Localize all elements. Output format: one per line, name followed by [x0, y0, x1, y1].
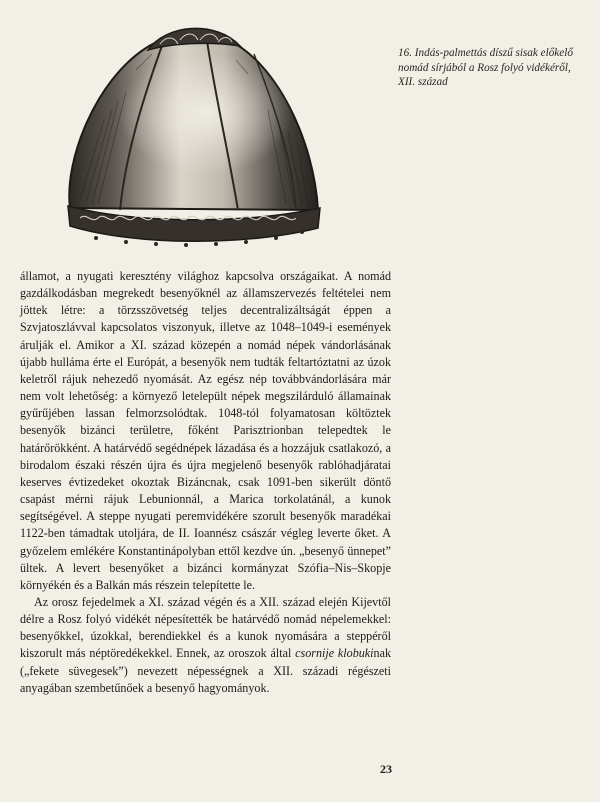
body-text — [20, 268, 391, 697]
paragraph: államot, a nyugati keresztény világhoz kapcsolva országaikat. A nomád gazdálkodásban megrekedt besenyőknél az államszervezés feltételei nem jöttek létre: a törzsszövetség teljes decentralizáltságát éppen a Szvjatoszlávval kapcsolatos viszonyuk, illetve az 1048–1049-i események árulják el. Amikor a XI. század közepén a nomád népek vándorlásának újabb hulláma érte el Európát, a besenyők nem tudták feltartóztatni az úzok keletről rájuk nehezedő nyomását. Az egész nép továbbvándorlására már nem volt lehetőség: a környező letelepült népek megszilárduló államainak gyűrűjében lassan felmorzsolódtak. 1048-tól folyamatosan költöztek besenyők bizánci területre, főként Parisztrionban telepedtek le határőrökként. A határvédő segédnépek lázadása és a hozzájuk csatlakozó, a birodalom északi részén újra és újra megjelenő besenyők rablóhadjáratai keserves évtizedeket okoztak Bizáncnak, csak 1091-ben sikerült döntő csapást mérni rájuk Lebunionnál, a Marica torkolatánál, a kunok segítségével. A steppe nyugati peremvidékére szorult besenyők maradékai 1122-ben támadtak utoljára, de II. Ioannész császár végleg leverte őket. A győzelem emlékére Konstantinápolyban ettől kezdve ún. „besenyő ünnepet” ültek. A levert besenyőket a bizánci kormányzat Szófia–Nis–Skopje környékén és a Balkán más részein telepítette le. — [20, 269, 391, 592]
figure-caption: 16. Indás-palmettás díszű sisak előkelő nomád sírjából a Rosz folyó vidékéről, XII. század — [398, 47, 573, 89]
helmet-illustration-icon — [56, 10, 324, 262]
paragraph — [20, 594, 391, 697]
paragraph-text: Az orosz fejedelmek a XI. század végén és a XII. század elején Kijevtől délre a Rosz folyó vidékét népesítették be határvédő nomád népelemekkel: besenyőkkel, úzokkal, berendiekkel és a kunok nyomására a steppéről kiszorult más néptöredékekkel. Ennek, az oroszok által — [20, 594, 391, 661]
paragraph-text: nak („fekete süvegesek”) nevezett népességnek a XII. századi régészeti anyagában szembetűnőek a besenyő hagyományok. — [20, 646, 391, 695]
page-number: 23 — [380, 762, 392, 776]
italic-term: csornije klobuki — [295, 646, 374, 661]
